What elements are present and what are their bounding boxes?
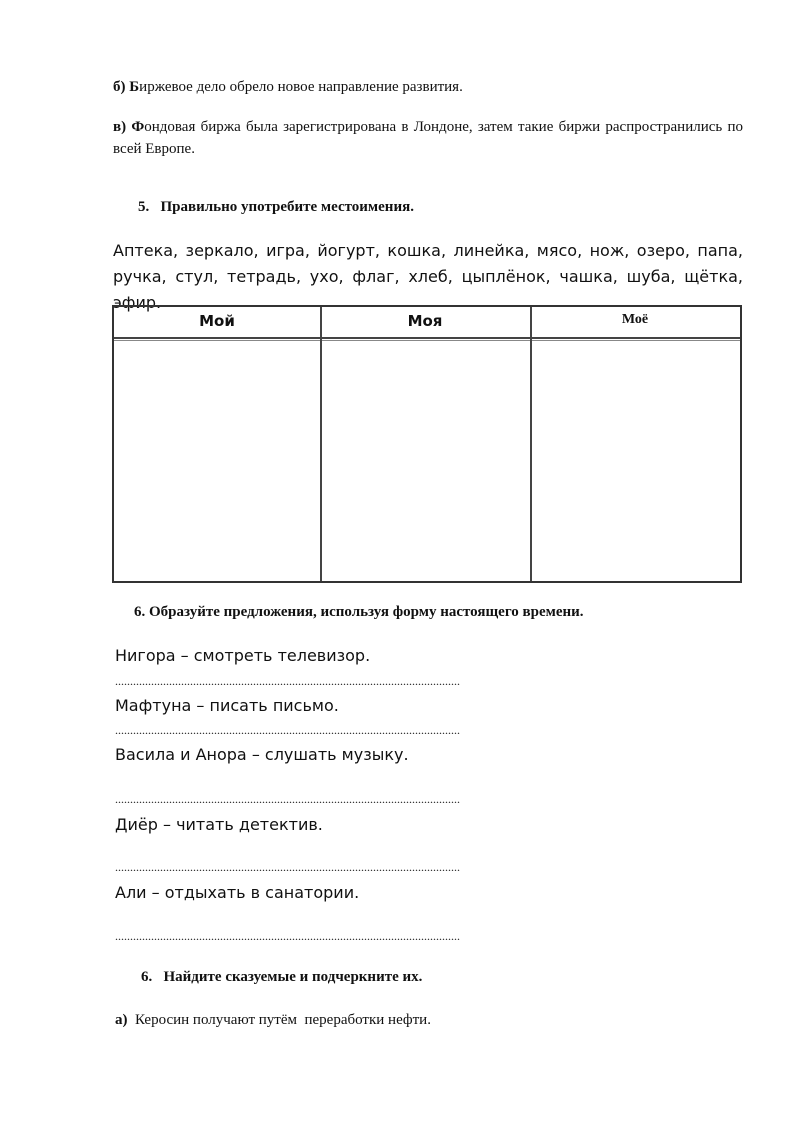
- table-header-moya: Моя: [407, 312, 443, 330]
- table-header-moyo: Моё: [621, 312, 649, 327]
- table-header-moy: Мой: [199, 312, 235, 330]
- answer-line-2[interactable]: ...................................................................................................................: [115, 723, 460, 737]
- task5-heading: [138, 199, 414, 216]
- answer-line-5[interactable]: ...................................................................................................................: [115, 929, 460, 943]
- item-b-text: иржевое дело обрело новое направление развития.: [139, 79, 463, 95]
- item-b: [113, 76, 743, 98]
- task7-number: 6.: [141, 969, 153, 985]
- table-header-border-inner: [114, 340, 740, 341]
- sentence-1: Нигора – смотреть телевизор.: [115, 646, 371, 665]
- pronoun-table: [112, 305, 742, 583]
- item-v: [113, 116, 743, 160]
- task7-item-a: [115, 1009, 431, 1031]
- answer-line-1[interactable]: ...................................................................................................................: [115, 674, 460, 688]
- task5-number: 5.: [138, 199, 150, 215]
- answer-line-3[interactable]: ...................................................................................................................: [115, 792, 460, 806]
- table-header-border: [114, 337, 740, 339]
- sentence-5: Али – отдыхать в санатории.: [115, 883, 360, 902]
- item-v-letter: в): [113, 119, 127, 135]
- task6-heading: 6. Образуйте предложения, используя форму настоящего времени.: [134, 604, 584, 620]
- item-v-text: ондовая биржа была зарегистрирована в Лондоне, затем такие биржи распространились по всей Европе.: [113, 119, 744, 157]
- task5-word-list: Аптека, зеркало, игра, йогурт, кошка, линейка, мясо, нож, озеро, папа, ручка, стул, тетрадь, ухо, флаг, хлеб, цыплёнок, чашка, шуба, щётка, эфир.: [113, 241, 743, 312]
- task7-title: Найдите сказуемые и подчеркните их.: [163, 969, 423, 985]
- table-column-divider-2: [530, 307, 532, 581]
- task5-title: Правильно употребите местоимения.: [160, 199, 414, 215]
- item-b-letter: б): [113, 79, 126, 95]
- answer-line-4[interactable]: ...................................................................................................................: [115, 860, 460, 874]
- sentence-3: Васила и Анора – слушать музыку.: [115, 745, 409, 764]
- sentence-2: Мафтуна – писать письмо.: [115, 696, 339, 715]
- item-b-first-letter: Б: [129, 79, 140, 95]
- table-column-divider-1: [320, 307, 322, 581]
- task7-item-a-text: Керосин получают путём переработки нефти.: [135, 1012, 431, 1028]
- sentence-4: Диёр – читать детектив.: [115, 815, 323, 834]
- task7-item-a-letter: а): [115, 1012, 128, 1028]
- item-v-first-letter: Ф: [131, 119, 145, 135]
- task7-heading: [141, 969, 422, 986]
